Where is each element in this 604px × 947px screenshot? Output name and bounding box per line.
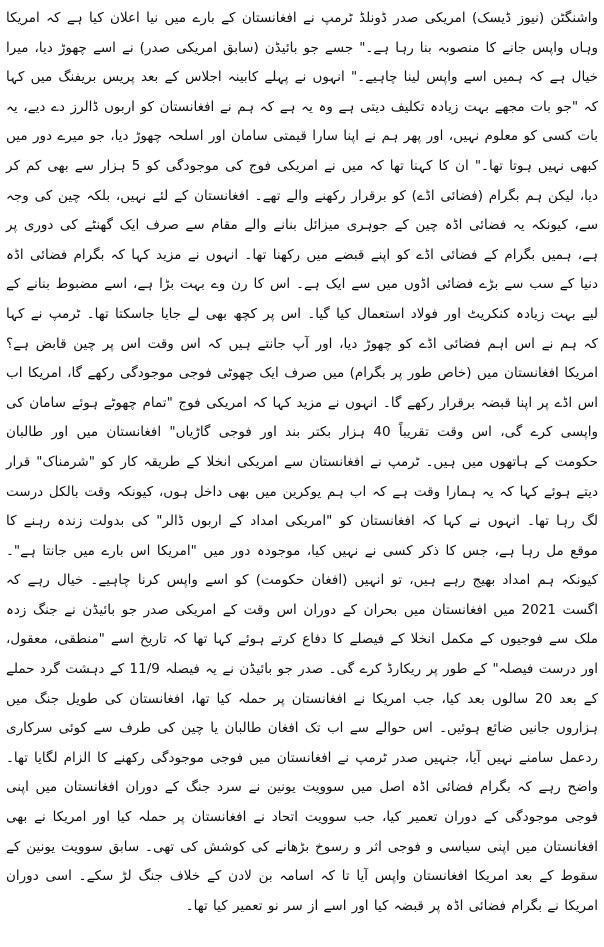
article-body: واشنگٹن (نیوز ڈیسک) امریکی صدر ڈونلڈ ٹرمپ نے افغانستان کے بارے میں نیا اعلان کیا ہے کہ امریکا وہاں واپس جانے کا منصوبہ بنا رہا ہے۔" جسے جو بائیڈن (سابق امریکی صدر) نے اسے چھوڑ دیا، میرا خیال ہے کہ ہمیں اسے واپس لینا چاہیے۔" انہوں نے پہلے کابینہ اجلاس کے بعد پریس بریفنگ میں کہا کہ "جو بات مجھے بہت زیادہ تکلیف دیتی ہے وہ یہ ہے کہ ہم نے افغانستان کو اربوں ڈالرز دے دیے، یہ بات کسی کو معلوم نہیں، اور پھر ہم نے اپنا سارا قیمتی سامان اور اسلحہ چھوڑ دیا، جو میرے دور میں کبھی نہیں ہوتا تھا۔" ان کا کہنا تھا کہ میں نے امریکی فوج کی موجودگی کو 5 ہزار سے بھی کم کر دیا، لیکن ہم بگرام (فضائی اڈے) کو برقرار رکھنے والے تھے۔ افغانستان کے لئے نہیں، بلکہ چین کی وجہ سے، کیونکہ یہ فضائی اڈہ چین کے جوہری میزائل بنانے والے مقام سے صرف ایک گھنٹے کی دوری پر ہے، ہمیں بگرام کے فضائی اڈے کو اپنے قبضے میں رکھنا تھا۔ انہوں نے مزید کہا کہ بگرام فضائی اڈہ دنیا کے سب سے بڑے فضائی اڈوں میں سے ایک ہے۔ اس کا رن وے بہت بڑا ہے، اسے مضبوط بنانے کے لیے بہت زیادہ کنکریٹ اور فولاد استعمال کیا گیا۔ اس پر کچھ بھی لے جایا جاسکتا تھا۔ ٹرمپ نے کہا کہ ہم نے اس اہم فضائی اڈے کو چھوڑ دیا، اور آپ جانتے ہیں کہ اس وقت اس پر چین قابض ہے؟ امریکا افغانستان میں (خاص طور پر بگرام) میں صرف ایک چھوٹی فوجی موجودگی رکھے گا، امریکا اب اس اڈے پر اپنا قبضہ برقرار رکھے گا۔ انہوں نے مزید کہا کہ امریکی فوج "تمام چھوٹے ہوئے سامان کی واپسی کرے گی، اس وقت تقریباً 40 ہزار بکتر بند اور فوجی گاڑیاں" افغانستان میں اور طالبان حکومت کے ہاتھوں میں ہیں۔ ٹرمپ نے افغانستان سے امریکی انخلا کے طریقہ کار کو "شرمناک" قرار دیتے ہوئے کہا کہ یہ ہمارا وقت ہے کہ اب ہم یوکرین میں بھی داخل ہوں، کیونکہ وقت بالکل درست لگ رہا تھا۔ انہوں نے کہا کہ افغانستان کو "امریکی امداد کے اربوں ڈالر" کی بدولت زندہ رہنے کا موقع مل رہا ہے، جس کا ذکر کسی نے نہیں کیا، موجودہ دور میں "امریکا اس بارے میں جانتا ہے"۔ کیونکہ ہم امداد بھیج رہے ہیں، تو انہیں (افغان حکومت) کو اسے واپس کرنا چاہیے۔ خیال رہے کہ اگست 2021 میں افغانستان میں بحران کے دوران اس وقت کے امریکی صدر جو بائیڈن نے جنگ زدہ ملک سے فوجیوں کے مکمل انخلا کے فیصلے کا دفاع کرتے ہوئے کہا تھا کہ تاریخ اسے "منطقی، معقول، اور درست فیصلہ" کے طور پر ریکارڈ کرے گی۔ صدر جو بائیڈن نے یہ فیصلہ 11/9 کے دہشت گرد حملے کے بعد 20 سالوں بعد کیا، جب امریکا نے افغانستان پر حملہ کیا تھا، افغانستان کی طویل جنگ میں ہزاروں جانیں ضائع ہوئیں۔ اس حوالے سے اب تک افغان طالبان یا چین کی طرف سے کوئی سرکاری ردعمل سامنے نہیں آیا، جنہیں صدر ٹرمپ نے افغانستان میں فوجی موجودگی رکھنے کا الزام لگایا تھا۔ واضح رہے کہ بگرام فضائی اڈہ اصل میں سوویت یونین نے سرد جنگ کے دوران افغانستان میں اپنی فوجی موجودگی کے دوران تعمیر کیا، جب سوویت اتحاد نے افغانستان پر حملہ کیا اور امریکا نے بھی افغانستان میں اپنی سیاسی و فوجی اثر و رسوخ بڑھانے کی کوشش کی تھی۔ سابق سوویت یونین کے سقوط کے بعد امریکا افغانستان واپس آیا تا کہ اسامہ بن لادن کے خلاف جنگ لڑ سکے۔ اسی دوران امریکا نے بگرام فضائی اڈہ پر قبضہ کیا اور اسے از سر نو تعمیر کیا تھا۔	[6, 10, 599, 914]
